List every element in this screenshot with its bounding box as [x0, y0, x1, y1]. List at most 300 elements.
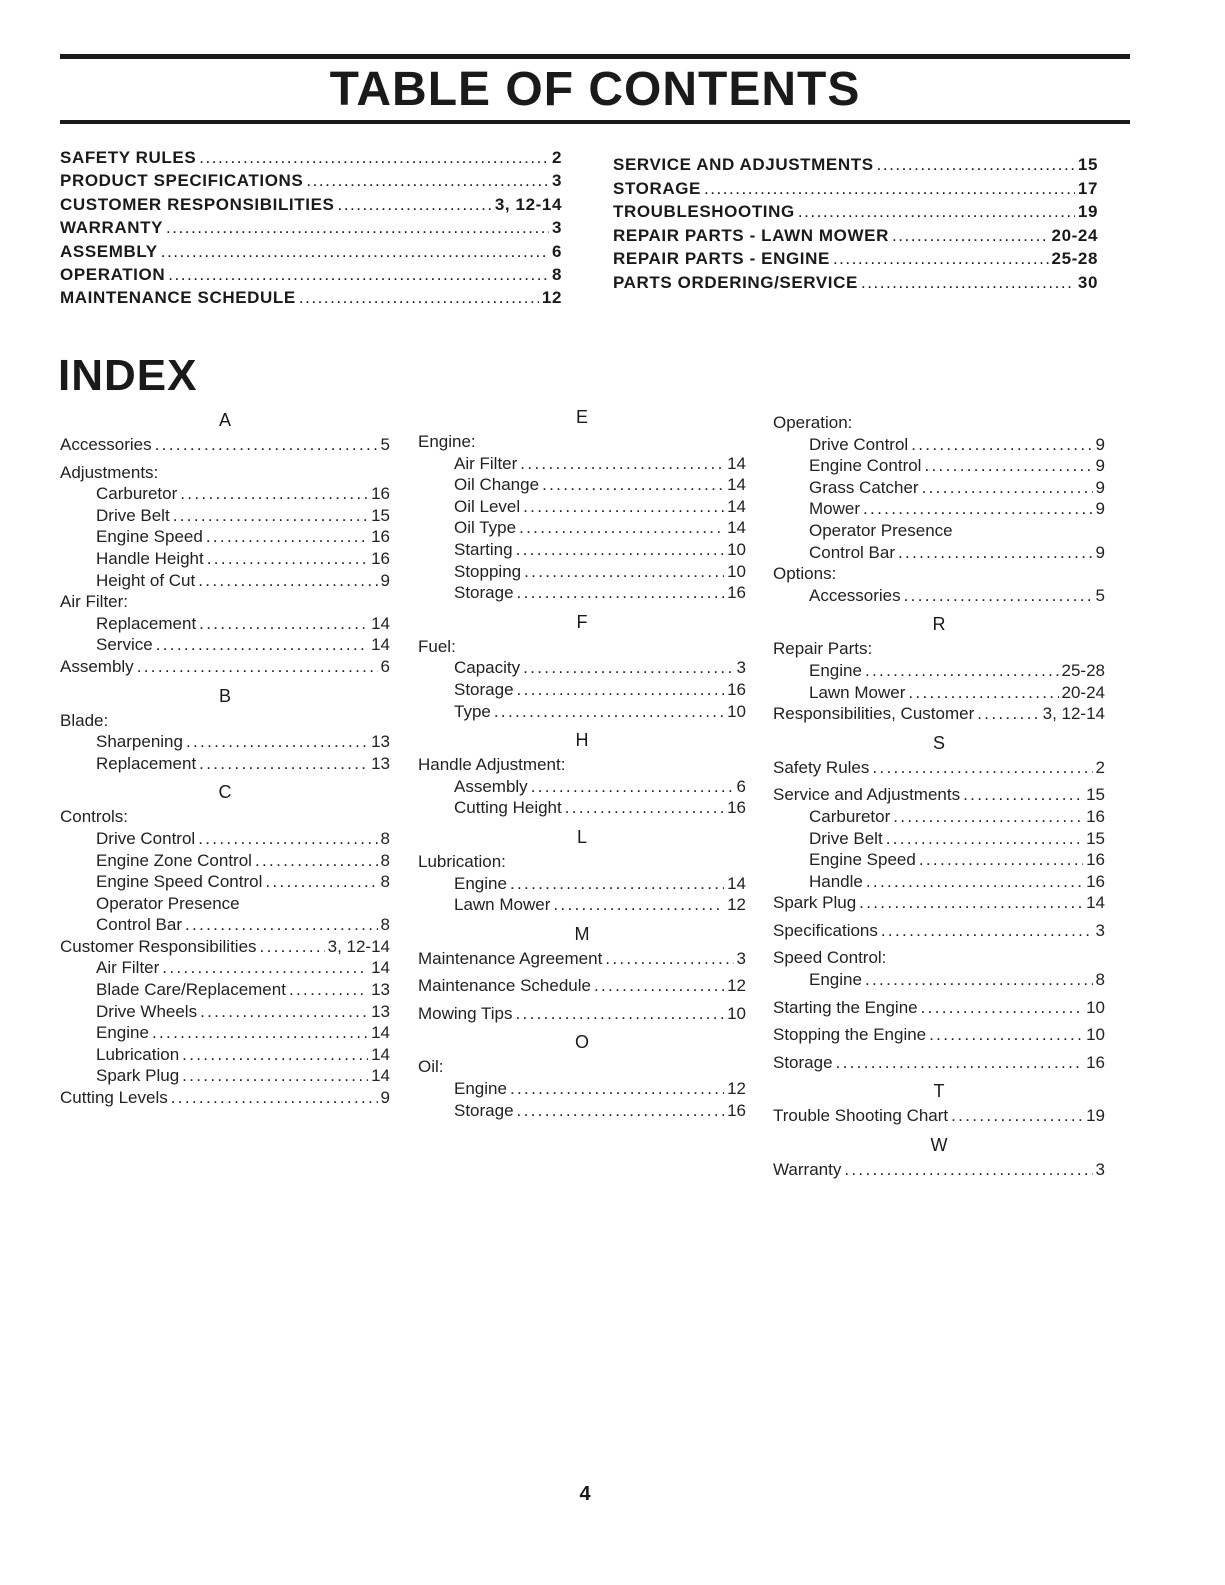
- index-entry-page: 10: [727, 561, 746, 581]
- index-entry-page: 5: [380, 435, 390, 454]
- index-entry-page: 25-28: [1061, 660, 1105, 680]
- index-entry-label: Starting the Engine: [773, 997, 918, 1017]
- index-entry-page: 3: [1095, 1160, 1105, 1180]
- index-entry-label: Lubrication: [96, 1044, 180, 1064]
- toc-entry-label: STORAGE: [613, 178, 701, 198]
- index-entry-page: 6: [736, 776, 746, 796]
- index-entry: [418, 496, 746, 518]
- index-entry-page: 12: [727, 1079, 746, 1099]
- dot-leader: [963, 784, 1083, 806]
- dot-leader: [152, 1022, 368, 1044]
- index-entry: [773, 920, 1105, 942]
- index-entry-label: Engine:: [418, 432, 476, 451]
- dot-leader: [881, 920, 1093, 942]
- index-column-3: [773, 412, 1105, 1181]
- toc-entry: [613, 273, 1098, 297]
- dot-leader: [517, 582, 725, 604]
- index-section-letter: L: [576, 826, 587, 847]
- index-entry-page: 16: [1086, 1052, 1105, 1072]
- dot-leader: [199, 613, 368, 635]
- index-entry: [773, 1159, 1105, 1181]
- index-entry: [60, 828, 390, 850]
- dot-leader: [865, 660, 1059, 682]
- index-column-2: [418, 405, 746, 1121]
- page-number: 4: [579, 1483, 591, 1505]
- dot-leader: [337, 195, 491, 215]
- dot-leader: [198, 828, 377, 850]
- index-entry-page: 14: [371, 1023, 390, 1043]
- index-entry-label: Type: [454, 701, 491, 721]
- toc-entry: [60, 171, 562, 194]
- toc-entry: [613, 179, 1098, 203]
- dot-leader: [911, 434, 1092, 456]
- index-entry: [418, 797, 746, 819]
- index-entry-label: Spark Plug: [96, 1066, 180, 1086]
- dot-leader: [515, 1003, 724, 1025]
- index-entry-label: Repair Parts:: [773, 639, 873, 659]
- index-entry-label: Blade Care/Replacement: [96, 980, 286, 1000]
- dot-leader: [510, 873, 724, 895]
- index-entry-page: 20-24: [1061, 682, 1105, 702]
- index-entry-label: Drive Wheels: [96, 1001, 198, 1021]
- index-entry-label: Grass Catcher: [809, 477, 919, 497]
- index-entry: [418, 1078, 746, 1100]
- index-entry: [60, 753, 390, 775]
- dot-leader: [922, 477, 1093, 499]
- index-entry-page: 8: [1095, 970, 1105, 990]
- toc-entry-label: OPERATION: [60, 264, 166, 284]
- index-entry-page: 9: [1095, 456, 1105, 476]
- toc-entry-page: 30: [1077, 272, 1098, 292]
- index-entry-page: 16: [1086, 871, 1105, 891]
- index-entry: [418, 582, 746, 604]
- index-entry-page: 14: [371, 613, 390, 633]
- index-entry: [773, 892, 1105, 914]
- index-section-letter: O: [574, 1032, 589, 1053]
- index-entry-label: Capacity: [454, 658, 521, 678]
- toc-entry: [613, 249, 1098, 273]
- toc-left-column: [60, 148, 562, 312]
- index-title: INDEX: [58, 351, 198, 400]
- index-entry-page: 14: [727, 475, 746, 495]
- index-entry-label: Drive Belt: [96, 505, 170, 525]
- index-entry: [60, 505, 390, 527]
- index-entry: [60, 656, 390, 678]
- index-entry-label: Mower: [809, 499, 861, 519]
- index-entry: [773, 455, 1105, 477]
- index-entry: [418, 754, 746, 776]
- dot-leader: [155, 434, 378, 456]
- index-entry-label: Cutting Levels: [60, 1088, 168, 1108]
- index-entry-label: Service and Adjustments: [773, 785, 961, 805]
- dot-leader: [137, 656, 378, 678]
- dot-leader: [886, 828, 1083, 850]
- index-entry-label: Operation:: [773, 413, 853, 432]
- dot-leader: [180, 483, 368, 505]
- index-entry-page: 8: [380, 850, 390, 870]
- dot-leader: [951, 1105, 1083, 1127]
- index-entry: [773, 1024, 1105, 1046]
- index-entry-label: Lubrication:: [418, 851, 506, 871]
- dot-leader: [199, 753, 368, 775]
- dot-leader: [265, 871, 377, 893]
- index-entry-label: Fuel:: [418, 636, 456, 656]
- index-entry-label: Customer Responsibilities: [60, 936, 257, 956]
- toc-entry-label: REPAIR PARTS - ENGINE: [613, 249, 830, 269]
- index-entry-label: Control Bar: [809, 542, 895, 562]
- toc-entry-page: 12: [541, 288, 562, 308]
- dot-leader: [517, 679, 725, 701]
- toc-entry: [60, 242, 562, 265]
- index-entry-label: Engine: [454, 1079, 507, 1099]
- index-entry: [418, 701, 746, 723]
- index-entry-label: Controls:: [60, 807, 129, 827]
- index-entry-page: 2: [1095, 757, 1105, 777]
- index-entry: [773, 520, 1105, 542]
- toc-entry: [60, 195, 562, 218]
- toc-right-column: [613, 155, 1098, 297]
- index-entry-label: Starting: [454, 539, 513, 559]
- index-entry: [418, 453, 746, 475]
- dot-leader: [542, 474, 724, 496]
- dot-leader: [877, 155, 1075, 175]
- index-entry-page: 10: [1086, 1025, 1105, 1045]
- index-entry-page: 19: [1086, 1106, 1105, 1126]
- index-entry-page: 13: [371, 753, 390, 773]
- index-entry-page: 16: [1086, 850, 1105, 870]
- toc-entry-label: SAFETY RULES: [60, 148, 197, 167]
- index-entry-label: Engine: [809, 970, 862, 990]
- index-entry-page: 13: [371, 1001, 390, 1021]
- dot-leader: [929, 1024, 1083, 1046]
- index-entry-label: Speed Control:: [773, 948, 887, 968]
- index-entry-label: Maintenance Schedule: [418, 976, 591, 996]
- dot-leader: [524, 561, 724, 583]
- index-entry-label: Operator Presence: [809, 520, 953, 540]
- toc-entry: [60, 265, 562, 288]
- index-entry: [418, 948, 746, 970]
- index-entry: [60, 731, 390, 753]
- toc-entry-label: MAINTENANCE SCHEDULE: [60, 288, 296, 308]
- index-entry-page: 3: [736, 658, 746, 678]
- index-entry-label: Oil:: [418, 1057, 444, 1077]
- index-entry-label: Service: [96, 635, 153, 655]
- index-entry-label: Specifications: [773, 920, 878, 940]
- toc-entry-label: REPAIR PARTS - LAWN MOWER: [613, 225, 889, 245]
- index-entry: [60, 613, 390, 635]
- toc-entry: [60, 148, 562, 171]
- index-entry: [418, 851, 746, 873]
- index-entry-page: 16: [371, 527, 390, 547]
- dot-leader: [517, 1100, 725, 1122]
- index-entry-label: Safety Rules: [773, 757, 870, 777]
- index-entry: [60, 1022, 390, 1044]
- index-entry-label: Responsibilities, Customer: [773, 704, 975, 724]
- index-entry: [773, 498, 1105, 520]
- index-entry: [60, 710, 390, 732]
- dot-leader: [892, 226, 1049, 246]
- dot-leader: [836, 1052, 1084, 1074]
- index-entry: [418, 894, 746, 916]
- index-entry-page: 9: [380, 570, 390, 590]
- dot-leader: [833, 249, 1049, 269]
- index-entry-label: Storage: [454, 583, 514, 603]
- dot-leader: [919, 849, 1083, 871]
- index-entry-page: 9: [1095, 499, 1105, 519]
- index-entry-label: Storage: [454, 1100, 514, 1120]
- index-section-letter: E: [575, 407, 588, 427]
- toc-entry: [613, 155, 1098, 179]
- index-entry: [60, 570, 390, 592]
- index-entry-page: 14: [727, 496, 746, 516]
- index-entry: [773, 585, 1105, 607]
- dot-leader: [207, 548, 368, 570]
- dot-leader: [299, 288, 539, 308]
- dot-leader: [704, 179, 1075, 199]
- index-entry-page: 13: [371, 732, 390, 752]
- toc-entry-page: 6: [551, 241, 562, 261]
- index-entry-page: 10: [727, 1003, 746, 1023]
- index-entry-label: Adjustments:: [60, 462, 159, 482]
- toc-entry-page: 20-24: [1051, 225, 1098, 245]
- index-entry-label: Trouble Shooting Chart: [773, 1106, 949, 1126]
- index-entry-page: 10: [1086, 997, 1105, 1017]
- index-entry-label: Storage: [773, 1052, 833, 1072]
- index-entry-label: Blade:: [60, 710, 109, 730]
- index-entry-label: Assembly: [60, 656, 134, 676]
- dot-leader: [182, 1044, 368, 1066]
- index-entry-label: Air Filter: [454, 453, 518, 473]
- bottom-rule: [60, 120, 1130, 124]
- index-column-1: [60, 408, 390, 1109]
- index-entry-label: Oil Level: [454, 496, 521, 516]
- index-entry-label: Warranty: [773, 1160, 842, 1180]
- index-entry-label: Mowing Tips: [418, 1003, 513, 1023]
- index-entry-label: Handle Adjustment:: [418, 755, 566, 775]
- dot-leader: [565, 797, 724, 819]
- index-entry-page: 16: [727, 679, 746, 699]
- toc-entry-label: CUSTOMER RESPONSIBILITIES: [60, 194, 335, 214]
- index-entry: [60, 957, 390, 979]
- index-entry-label: Engine Speed Control: [96, 872, 263, 892]
- dot-leader: [893, 806, 1083, 828]
- index-entry-label: Carburetor: [809, 806, 891, 826]
- toc-entry: [60, 288, 562, 311]
- toc-entry-label: WARRANTY: [60, 218, 164, 238]
- dot-leader: [861, 273, 1075, 293]
- index-entry: [418, 539, 746, 561]
- dot-leader: [866, 871, 1083, 893]
- index-entry: [60, 1044, 390, 1066]
- index-entry-label: Engine Zone Control: [96, 850, 252, 870]
- index-entry: [418, 657, 746, 679]
- index-entry-label: Replacement: [96, 613, 197, 633]
- dot-leader: [594, 975, 724, 997]
- index-entry: [60, 936, 390, 958]
- index-entry-page: 8: [380, 872, 390, 892]
- index-entry-page: 13: [371, 980, 390, 1000]
- index-entry-label: Spark Plug: [773, 893, 857, 913]
- index-section-letter: W: [930, 1135, 948, 1156]
- dot-leader: [166, 218, 549, 238]
- index-entry-label: Oil Change: [454, 475, 540, 495]
- toc-entry-page: 15: [1077, 155, 1098, 174]
- index-entry: [60, 434, 390, 456]
- dot-leader: [523, 496, 724, 518]
- index-entry-label: Control Bar: [96, 915, 182, 935]
- index-entry-page: 14: [371, 635, 390, 655]
- top-rule: [60, 54, 1130, 59]
- index-entry-page: 14: [371, 1044, 390, 1064]
- toc-entry-label: SERVICE AND ADJUSTMENTS: [613, 155, 874, 174]
- dot-leader: [510, 1078, 724, 1100]
- index-entry: [773, 563, 1105, 585]
- index-section-letter: B: [218, 685, 231, 706]
- index-entry-page: 15: [1086, 828, 1105, 848]
- index-entry: [60, 1065, 390, 1087]
- dot-leader: [162, 957, 368, 979]
- index-entry-page: 10: [727, 539, 746, 559]
- index-entry-page: 5: [1095, 585, 1105, 605]
- index-entry: [60, 462, 390, 484]
- index-entry: [773, 412, 1105, 434]
- dot-leader: [924, 455, 1092, 477]
- index-entry-page: 12: [727, 895, 746, 915]
- index-entry: [773, 947, 1105, 969]
- dot-leader: [872, 757, 1092, 779]
- index-entry-label: Engine: [454, 873, 507, 893]
- index-entry-label: Sharpening: [96, 732, 183, 752]
- index-entry-page: 3, 12-14: [327, 936, 390, 956]
- index-entry-label: Drive Control: [96, 828, 196, 848]
- index-entry-page: 16: [727, 1100, 746, 1120]
- index-entry-page: 6: [380, 656, 390, 676]
- index-entry-label: Stopping the Engine: [773, 1025, 927, 1045]
- index-entry-label: Operator Presence: [96, 893, 240, 913]
- index-entry-label: Engine Control: [809, 456, 922, 476]
- index-entry: [60, 1001, 390, 1023]
- index-entry-page: 14: [1086, 893, 1105, 913]
- index-entry-label: Engine Speed: [96, 527, 203, 547]
- index-entry: [60, 526, 390, 548]
- index-entry: [773, 969, 1105, 991]
- toc-entry-label: ASSEMBLY: [60, 241, 158, 261]
- index-entry: [60, 806, 390, 828]
- dot-leader: [171, 1087, 378, 1109]
- index-entry-page: 14: [727, 873, 746, 893]
- index-entry: [773, 434, 1105, 456]
- index-entry-page: 9: [1095, 542, 1105, 562]
- dot-leader: [605, 948, 733, 970]
- toc-entry: [613, 202, 1098, 226]
- dot-leader: [904, 585, 1093, 607]
- index-entry-page: 9: [1095, 434, 1105, 454]
- index-entry: [773, 703, 1105, 725]
- index-entry-label: Lawn Mower: [454, 895, 551, 915]
- index-entry-label: Replacement: [96, 753, 197, 773]
- index-entry-label: Cutting Height: [454, 798, 562, 818]
- index-entry-page: 16: [727, 583, 746, 603]
- index-entry-label: Carburetor: [96, 484, 178, 504]
- index-entry-label: Air Filter:: [60, 592, 128, 612]
- index-entry: [418, 776, 746, 798]
- index-entry-label: Air Filter: [96, 958, 160, 978]
- dot-leader: [289, 979, 368, 1001]
- index-entry-page: 14: [727, 518, 746, 538]
- index-entry: [418, 679, 746, 701]
- dot-leader: [921, 997, 1083, 1019]
- index-entry-page: 10: [727, 701, 746, 721]
- index-entry-label: Handle: [809, 871, 863, 891]
- toc-entry-label: TROUBLESHOOTING: [613, 202, 795, 222]
- index-entry-page: 16: [371, 484, 390, 504]
- dot-leader: [494, 701, 724, 723]
- index-entry: [60, 979, 390, 1001]
- toc-entry-page: 3: [551, 218, 562, 238]
- index-entry: [60, 634, 390, 656]
- dot-leader: [186, 731, 368, 753]
- index-entry-page: 9: [380, 1088, 390, 1108]
- dot-leader: [977, 703, 1039, 725]
- index-section-letter: M: [574, 923, 590, 944]
- index-entry: [418, 1100, 746, 1122]
- index-entry-label: Accessories: [60, 435, 152, 454]
- dot-leader: [859, 892, 1083, 914]
- index-entry-label: Storage: [454, 679, 514, 699]
- index-entry-page: 12: [727, 976, 746, 996]
- index-entry-page: 16: [1086, 806, 1105, 826]
- index-entry-page: 14: [371, 958, 390, 978]
- dot-leader: [306, 171, 549, 191]
- index-entry: [418, 636, 746, 658]
- index-entry: [773, 806, 1105, 828]
- toc-entry-label: PRODUCT SPECIFICATIONS: [60, 171, 304, 191]
- toc-entry-page: 2: [551, 148, 562, 167]
- index-entry-page: 14: [371, 1066, 390, 1086]
- dot-leader: [520, 453, 724, 475]
- index-entry-page: 3: [1095, 920, 1105, 940]
- index-entry-label: Maintenance Agreement: [418, 948, 603, 968]
- index-entry: [773, 997, 1105, 1019]
- index-entry: [773, 477, 1105, 499]
- index-entry-label: Options:: [773, 564, 837, 584]
- index-entry: [418, 1003, 746, 1025]
- index-entry: [773, 660, 1105, 682]
- index-section-letter: C: [218, 782, 232, 803]
- index-entry-label: Oil Type: [454, 518, 517, 538]
- index-entry: [418, 517, 746, 539]
- index-entry-label: Handle Height: [96, 548, 204, 568]
- index-entry-page: 8: [380, 828, 390, 848]
- index-entry-page: 15: [1086, 785, 1105, 805]
- dot-leader: [523, 657, 733, 679]
- dot-leader: [798, 202, 1075, 222]
- index-entry-page: 16: [371, 548, 390, 568]
- index-entry-label: Assembly: [454, 776, 528, 796]
- index-entry: [418, 561, 746, 583]
- index-entry: [773, 784, 1105, 806]
- dot-leader: [206, 526, 368, 548]
- index-entry-label: Drive Control: [809, 434, 909, 454]
- index-entry: [418, 1056, 746, 1078]
- dot-leader: [173, 505, 368, 527]
- index-entry-label: Stopping: [454, 561, 522, 581]
- toc-entry: [60, 218, 562, 241]
- index-entry-label: Engine: [809, 660, 862, 680]
- index-section-letter: A: [218, 410, 231, 430]
- index-entry: [773, 682, 1105, 704]
- dot-leader: [531, 776, 734, 798]
